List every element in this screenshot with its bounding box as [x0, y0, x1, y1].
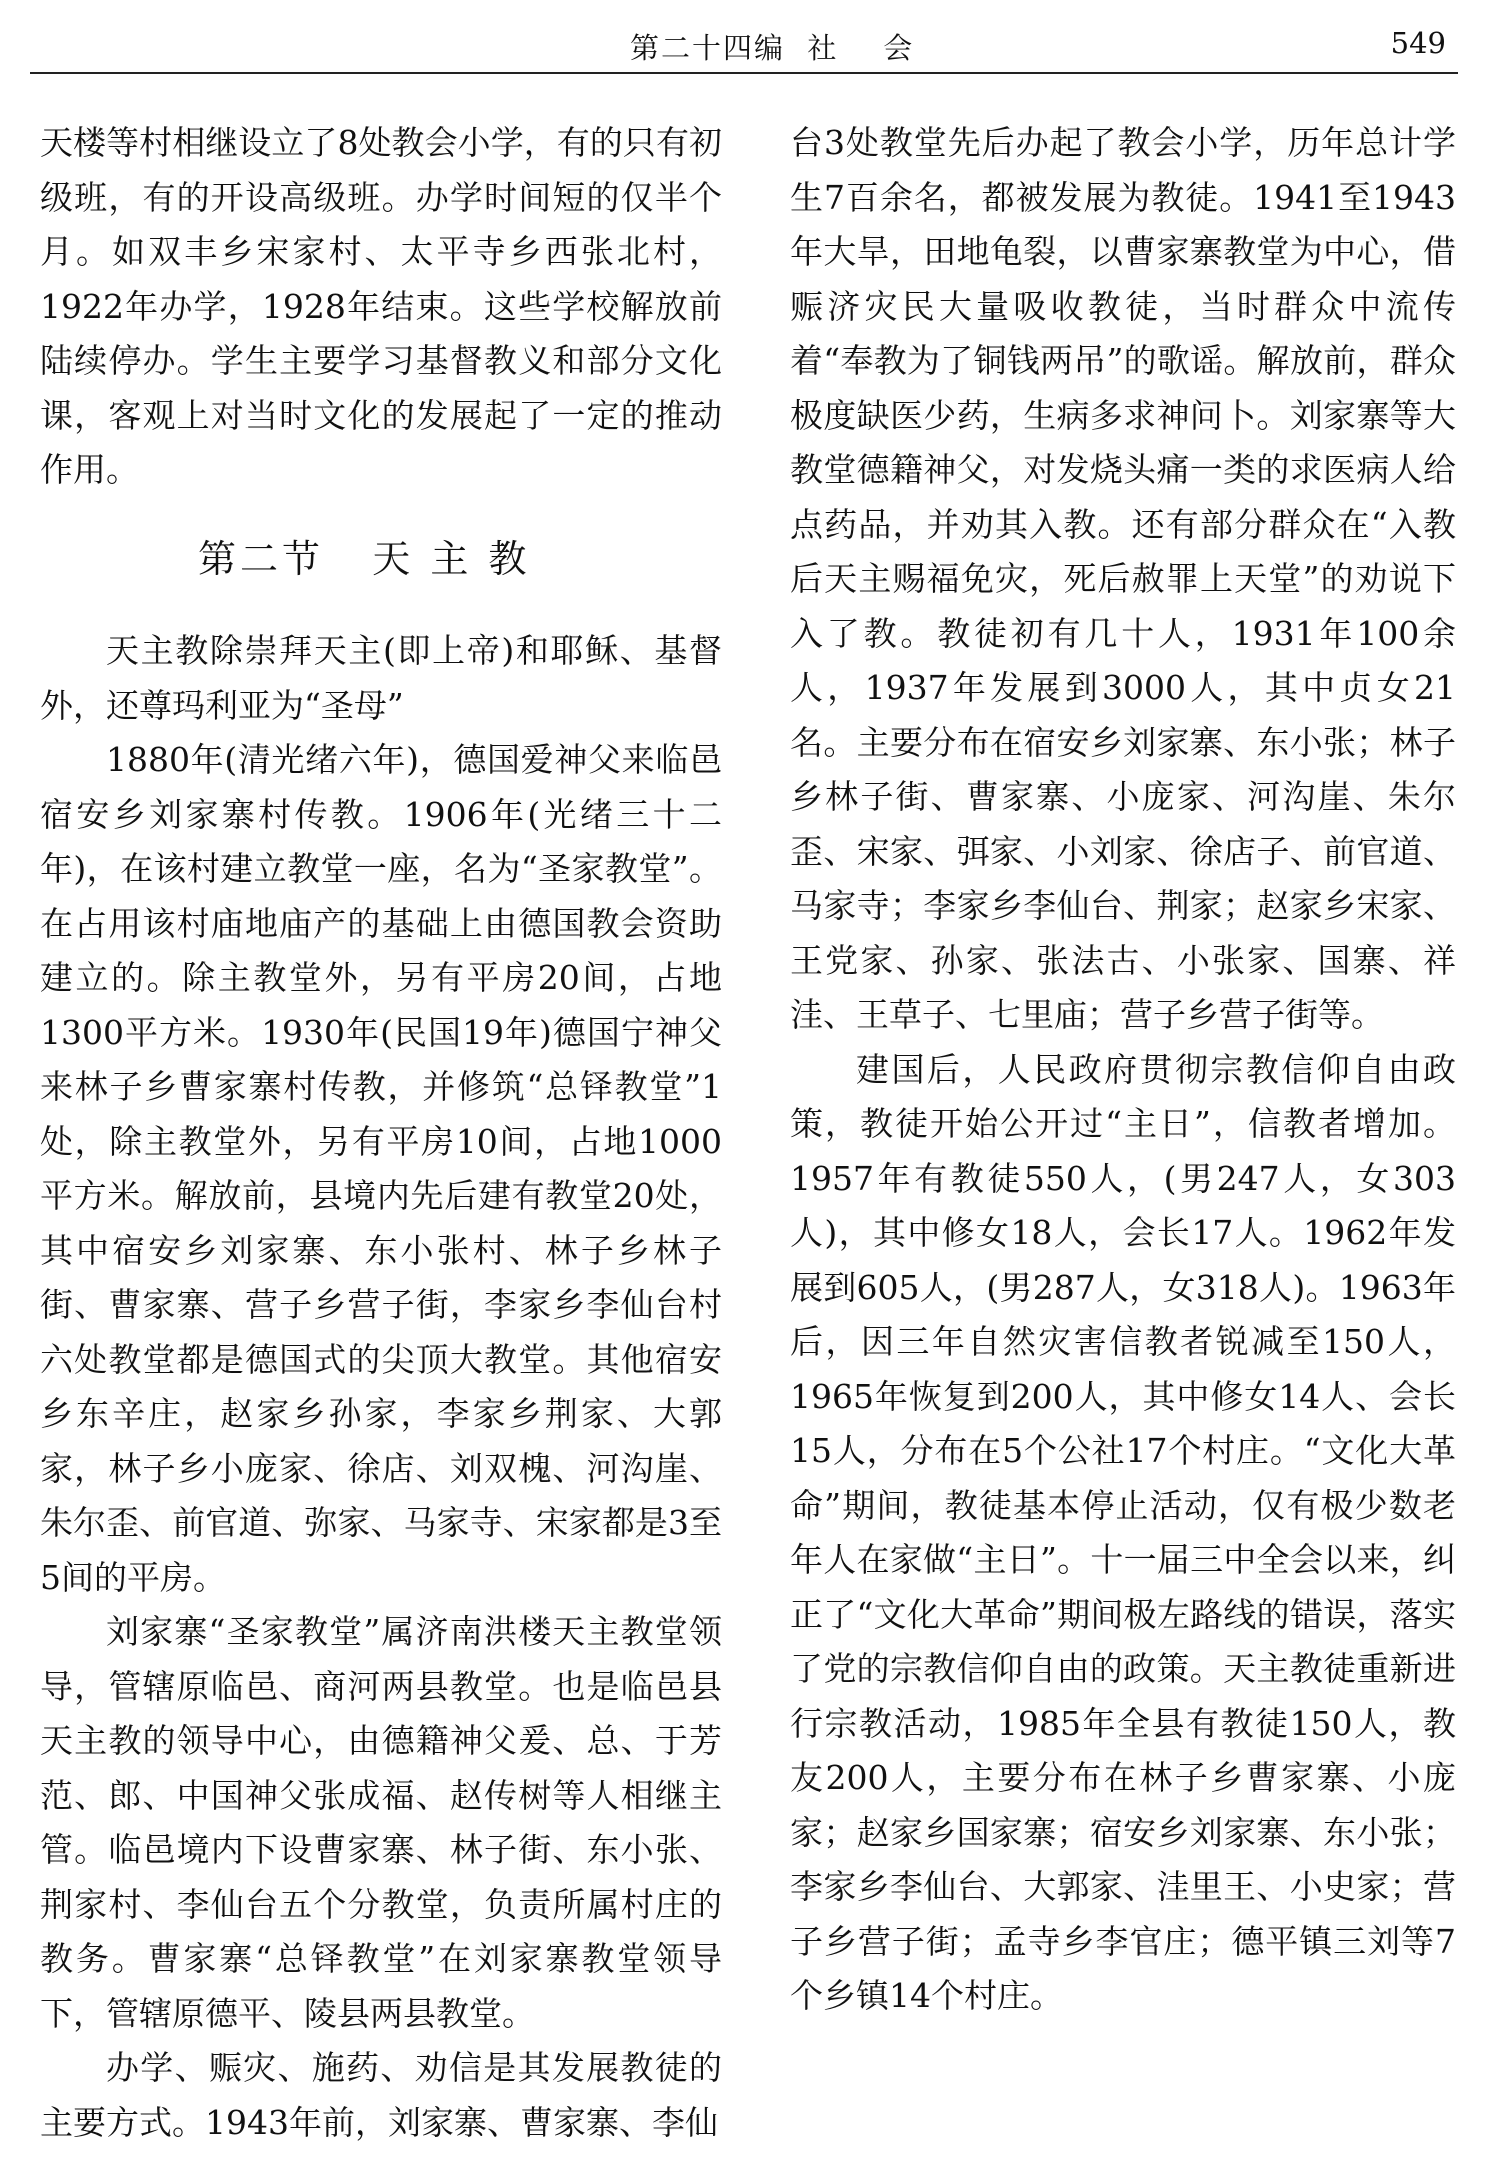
header-rule	[30, 72, 1458, 74]
paragraph: 天主教除崇拜天主(即上帝)和耶稣、基督外，还尊玛利亚为“圣母”	[40, 631, 722, 725]
paragraph: 办学、赈灾、施药、劝信是其发展教徒的主要方式。1943年前，刘家寨、曹家寨、李仙	[40, 2048, 722, 2142]
running-title: 第二十四编 社 会	[630, 31, 915, 65]
page-number: 549	[1390, 26, 1446, 60]
section-heading: 第二节 天 主 教	[198, 536, 531, 581]
page-header	[30, 0, 1458, 78]
paragraph: 刘家寨“圣家教堂”属济南洪楼天主教堂领导，管辖原临邑、商河两县教堂。也是临邑县天主教的领导中心，由德籍神父爰、总、于芳范、郎、中国神父张成福、赵传树等人相继主管。临邑境内下设曹家寨、林子街、东小张、荆家村、李仙台五个分教堂，负责所属村庄的教务。曹家寨“总铎教堂”在刘家寨教堂领导下，管辖原德平、陵县两县教堂。	[40, 1612, 722, 2033]
left-column	[40, 116, 722, 2150]
paragraph: 建国后，人民政府贯彻宗教信仰自由政策，教徒开始公开过“主日”，信教者增加。1957年有教徒550人，(男247人，女303人)，其中修女18人，会长17人。1962年发展到605人，(男287人，女318人)。1963年后，因三年自然灾害信教者锐减至150人，1965年恢复到200人，其中修女14人、会长15人，分布在5个公社17个村庄。“文化大革命”期间，教徒基本停止活动，仅有极少数老年人在家做“主日”。十一届三中全会以来，纠正了“文化大革命”期间极左路线的错误，落实了党的宗教信仰自由的政策。天主教徒重新进行宗教活动，1985年全县有教徒150人，教友200人，主要分布在林子乡曹家寨、小庞家；赵家乡国家寨；宿安乡刘家寨、东小张；李家乡李仙台、大郭家、洼里王、小史家；营子乡营子街；孟寺乡李官庄；德平镇三刘等7个乡镇14个村庄。	[790, 1049, 1456, 2015]
continued-paragraph: 天楼等村相继设立了8处教会小学，有的只有初级班，有的开设高级班。办学时间短的仅半个月。如双丰乡宋家村、太平寺乡西张北村，1922年办学，1928年结束。这些学校解放前陆续停办。学生主要学习基督教义和部分文化课，客观上对当时文化的发展起了一定的推动作用。	[40, 123, 722, 489]
paragraph: 1880年(清光绪六年)，德国爱神父来临邑宿安乡刘家寨村传教。1906年(光绪三十二年)，在该村建立教堂一座，名为“圣家教堂”。在占用该村庙地庙产的基础上由德国教会资助建立的。除主教堂外，另有平房20间，占地1300平方米。1930年(民国19年)德国宁神父来林子乡曹家寨村传教，并修筑“总铎教堂”1处，除主教堂外，另有平房10间，占地1000平方米。解放前，县境内先后建有教堂20处，其中宿安乡刘家寨、东小张村、林子乡林子街、曹家寨、营子乡营子街，李家乡李仙台村六处教堂都是德国式的尖顶大教堂。其他宿安乡东辛庄，赵家乡孙家，李家乡荆家、大郭家，林子乡小庞家、徐店、刘双槐、河沟崖、朱尔歪、前官道、弥家、马家寺、宋家都是3至5间的平房。	[40, 740, 722, 1597]
right-column	[790, 116, 1456, 2024]
continued-paragraph: 台3处教堂先后办起了教会小学，历年总计学生7百余名，都被发展为教徒。1941至1943年大旱，田地龟裂，以曹家寨教堂为中心，借赈济灾民大量吸收教徒，当时群众中流传着“奉教为了铜钱两吊”的歌谣。解放前，群众极度缺医少药，生病多求神问卜。刘家寨等大教堂德籍神父，对发烧头痛一类的求医病人给点药品，并劝其入教。还有部分群众在“入教后天主赐福免灾，死后赦罪上天堂”的劝说下入了教。教徒初有几十人，1931年100余人，1937年发展到3000人，其中贞女21名。主要分布在宿安乡刘家寨、东小张；林子乡林子街、曹家寨、小庞家、河沟崖、朱尔歪、宋家、弭家、小刘家、徐店子、前官道、马家寺；李家乡李仙台、荆家；赵家乡宋家、王党家、孙家、张法古、小张家、国寨、祥洼、王草子、七里庙；营子乡营子街等。	[790, 123, 1456, 1034]
